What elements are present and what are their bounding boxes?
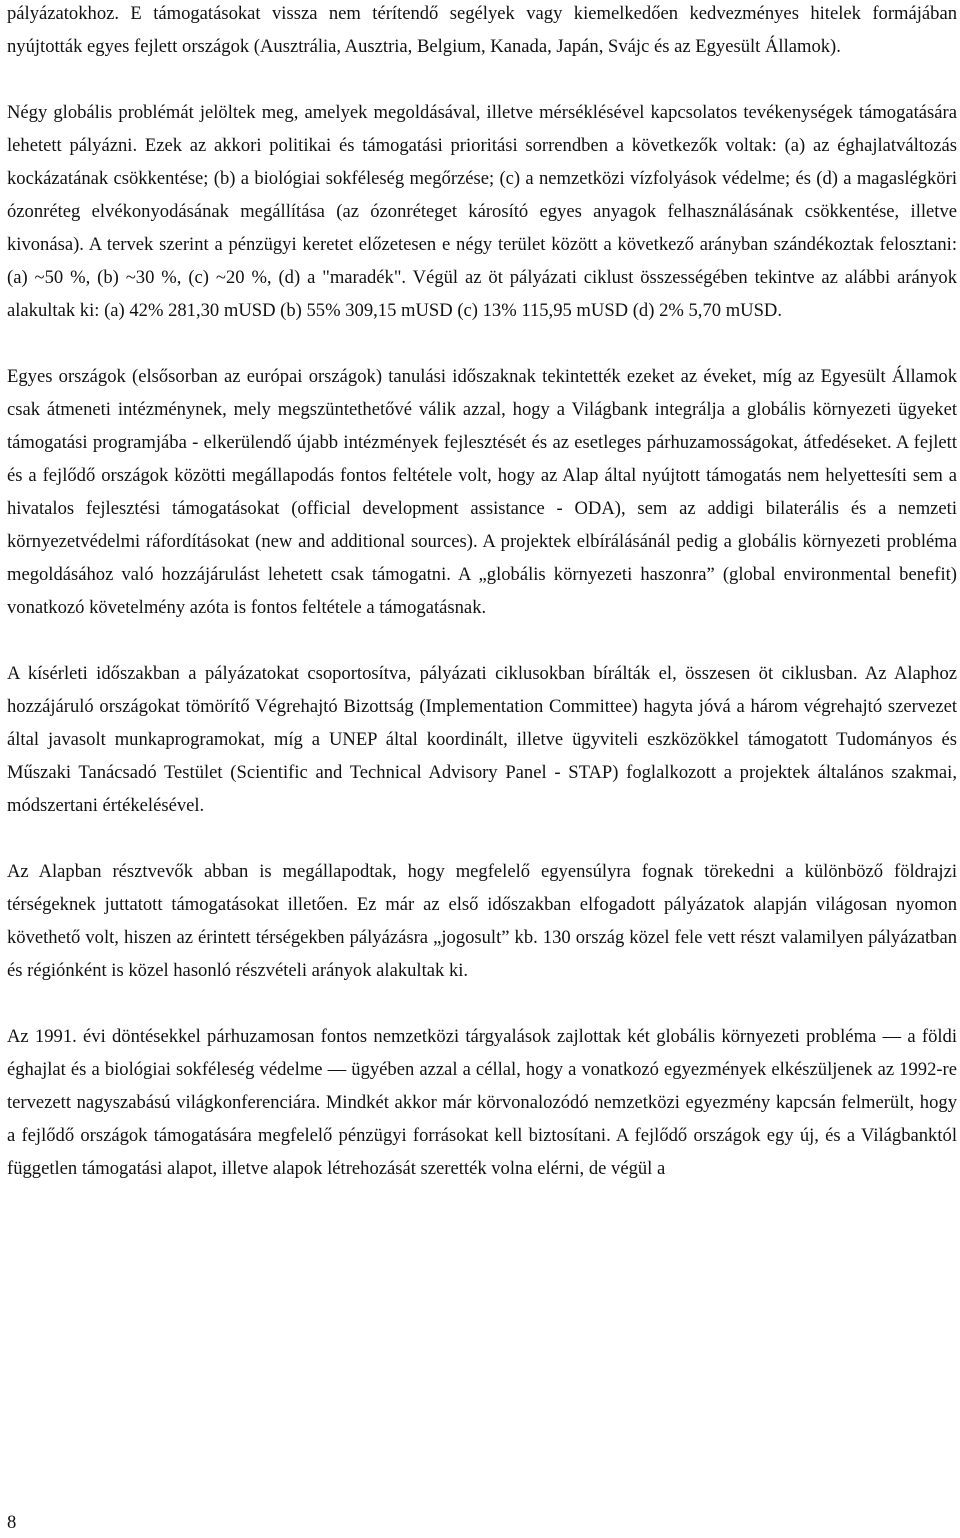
page-number: 8 — [7, 1512, 17, 1533]
paragraph-gap — [7, 63, 957, 96]
paragraph-gap — [7, 987, 957, 1020]
paragraph-5: Az Alapban résztvevők abban is megállapodtak, hogy megfelelő egyensúlyra fognak törekedni a különböző földrajzi térségeknek juttatott támogatásokat illetően. Ez már az első időszakban elfogadott pályázatok alapján világosan nyomon követhető volt, hiszen az érintett térségekben pályázásra „jogosult” kb. 130 ország közel fele vett részt valamilyen pályázatban és régiónként is közel hasonló részvételi arányok alakultak ki. — [7, 861, 957, 981]
paragraph-3: Egyes országok (elsősorban az európai országok) tanulási időszaknak tekintették ezeket az éveket, míg az Egyesült Államok csak átmeneti intézménynek, mely megszüntethetővé válik azzal, hogy a Világbank integrálja a globális környezeti ügyeket támogatási programjába - elkerülendő újabb intézmények fejlesztését és az esetleges párhuzamosságokat, átfedéseket. A fejlett és a fejlődő országok közötti megállapodás fontos feltétele volt, hogy az Alap által nyújtott támogatás nem helyettesíti sem a hivatalos fejlesztési támogatásokat (official development assistance - ODA), sem az addigi bilaterális és a nemzeti környezetvédelmi ráfordításokat (new and additional sources). A projektek elbírálásánál pedig a globális környezeti probléma megoldásához való hozzájárulást lehetett csak támogatni. A „globális környezeti haszonra” (global environmental benefit) vonatkozó követelmény azóta is fontos feltétele a támogatásnak. — [7, 366, 957, 618]
paragraph-gap — [7, 624, 957, 657]
paragraph-2: Négy globális problémát jelöltek meg, amelyek megoldásával, illetve mérséklésével kapcsolatos tevékenységek támogatására lehetett pályázni. Ezek az akkori politikai és támogatási prioritási sorrendben a következők voltak: (a) az éghajlatváltozás kockázatának csökkentése; (b) a biológiai sokféleség megőrzése; (c) a nemzetközi vízfolyások védelme; és (d) a magaslégköri ózonréteg elvékonyodásának megállítása (az ózonréteget károsító egyes anyagok felhasználásának csökkentése, illetve kivonása). A tervek szerint a pénzügyi keretet előzetesen e négy terület között a következő arányban szándékoztak felosztani: (a) ~50 %, (b) ~30 %, (c) ~20 %, (d) a "maradék". Végül az öt pályázati ciklust összességében tekintve az alábbi arányok alakultak ki: (a) 42% 281,30 mUSD (b) 55% 309,15 mUSD (c) 13% 115,95 mUSD (d) 2% 5,70 mUSD. — [7, 102, 957, 321]
paragraph-4: A kísérleti időszakban a pályázatokat csoportosítva, pályázati ciklusokban bírálták el, összesen öt ciklusban. Az Alaphoz hozzájáruló országokat tömörítő Végrehajtó Bizottság (Implementation Committee) hagyta jóvá a három végrehajtó szervezet által javasolt munkaprogramokat, míg a UNEP által koordinált, illetve ügyviteli eszközökkel támogatott Tudományos és Műszaki Tanácsadó Testület (Scientific and Technical Advisory Panel - STAP) foglalkozott a projektek általános szakmai, módszertani értékelésével. — [7, 663, 957, 816]
paragraph-gap — [7, 327, 957, 360]
document-page — [7, 0, 957, 1185]
paragraph-6: Az 1991. évi döntésekkel párhuzamosan fontos nemzetközi tárgyalások zajlottak két globális környezeti probléma — a földi éghajlat és a biológiai sokféleség védelme — ügyében azzal a céllal, hogy a vonatkozó egyezmények elkészüljenek az 1992-re tervezett nagyszabású világkonferenciára. Mindkét akkor már körvonalozódó nemzetközi egyezmény kapcsán felmerült, hogy a fejlődő országok támogatására megfelelő pénzügyi forrásokat kell biztosítani. A fejlődő országok egy új, és a Világbanktól független támogatási alapot, illetve alapok létrehozását szerették volna elérni, de végül a — [7, 1026, 957, 1179]
paragraph-1: pályázatokhoz. E támogatásokat vissza nem térítendő segélyek vagy kiemelkedően kedvezményes hitelek formájában nyújtották egyes fejlett országok (Ausztrália, Ausztria, Belgium, Kanada, Japán, Svájc és az Egyesült Államok). — [7, 3, 957, 57]
paragraph-gap — [7, 822, 957, 855]
